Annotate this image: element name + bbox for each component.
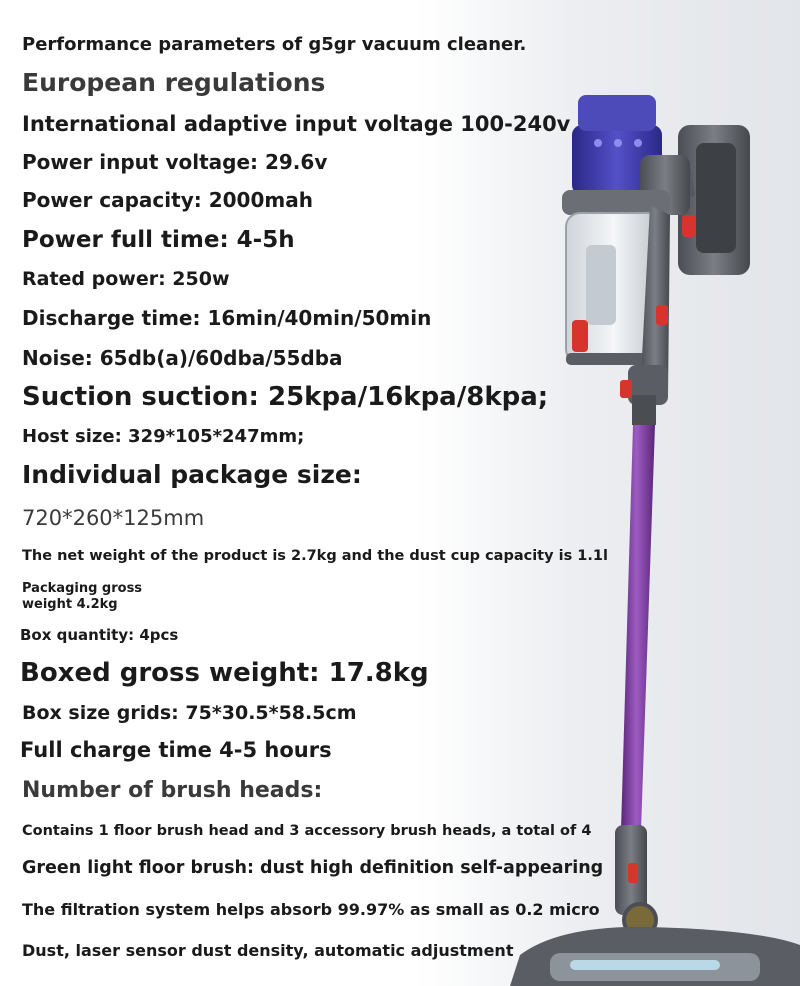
spec-packaging-gross-line2: weight 4.2kg	[22, 597, 118, 612]
spec-power-voltage: Power input voltage: 29.6v	[22, 150, 328, 174]
spec-full-charge-time: Full charge time 4-5 hours	[20, 738, 332, 762]
spec-package-size-value: 720*260*125mm	[22, 506, 205, 530]
spec-filtration: The filtration system helps absorb 99.97% as small as 0.2 micro	[22, 900, 600, 919]
spec-boxed-gross-weight: Boxed gross weight: 17.8kg	[20, 658, 429, 688]
spec-host-size: Host size: 329*105*247mm;	[22, 426, 305, 447]
spec-region: European regulations	[22, 68, 326, 97]
spec-power-capacity: Power capacity: 2000mah	[22, 188, 313, 212]
spec-rated-power: Rated power: 250w	[22, 268, 230, 290]
spec-brush-heads-contents: Contains 1 floor brush head and 3 accessory brush heads, a total of 4	[22, 823, 592, 839]
spec-brush-heads-label: Number of brush heads:	[22, 778, 323, 803]
spec-box-quantity: Box quantity: 4pcs	[20, 626, 179, 644]
spec-packaging-gross-line1: Packaging gross	[22, 581, 143, 596]
spec-box-size: Box size grids: 75*30.5*58.5cm	[22, 702, 357, 724]
spec-package-size-label: Individual package size:	[22, 460, 362, 489]
spec-noise: Noise: 65db(a)/60dba/55dba	[22, 346, 343, 370]
spec-dust-sensor: Dust, laser sensor dust density, automatic adjustment	[22, 941, 514, 960]
spec-power-full-time: Power full time: 4-5h	[22, 227, 295, 253]
spec-title: Performance parameters of g5gr vacuum cleaner.	[22, 34, 527, 55]
spec-input-voltage: International adaptive input voltage 100-240v	[22, 112, 571, 136]
spec-discharge-time: Discharge time: 16min/40min/50min	[22, 306, 432, 330]
wand	[621, 395, 656, 830]
spec-net-weight: The net weight of the product is 2.7kg and the dust cup capacity is 1.1l	[22, 548, 608, 564]
vacuum-cleaner-image	[500, 95, 800, 986]
spec-suction: Suction suction: 25kpa/16kpa/8kpa;	[22, 382, 549, 412]
cyclone-unit	[562, 95, 690, 215]
spec-green-light-brush: Green light floor brush: dust high definition self-appearing	[22, 858, 604, 878]
